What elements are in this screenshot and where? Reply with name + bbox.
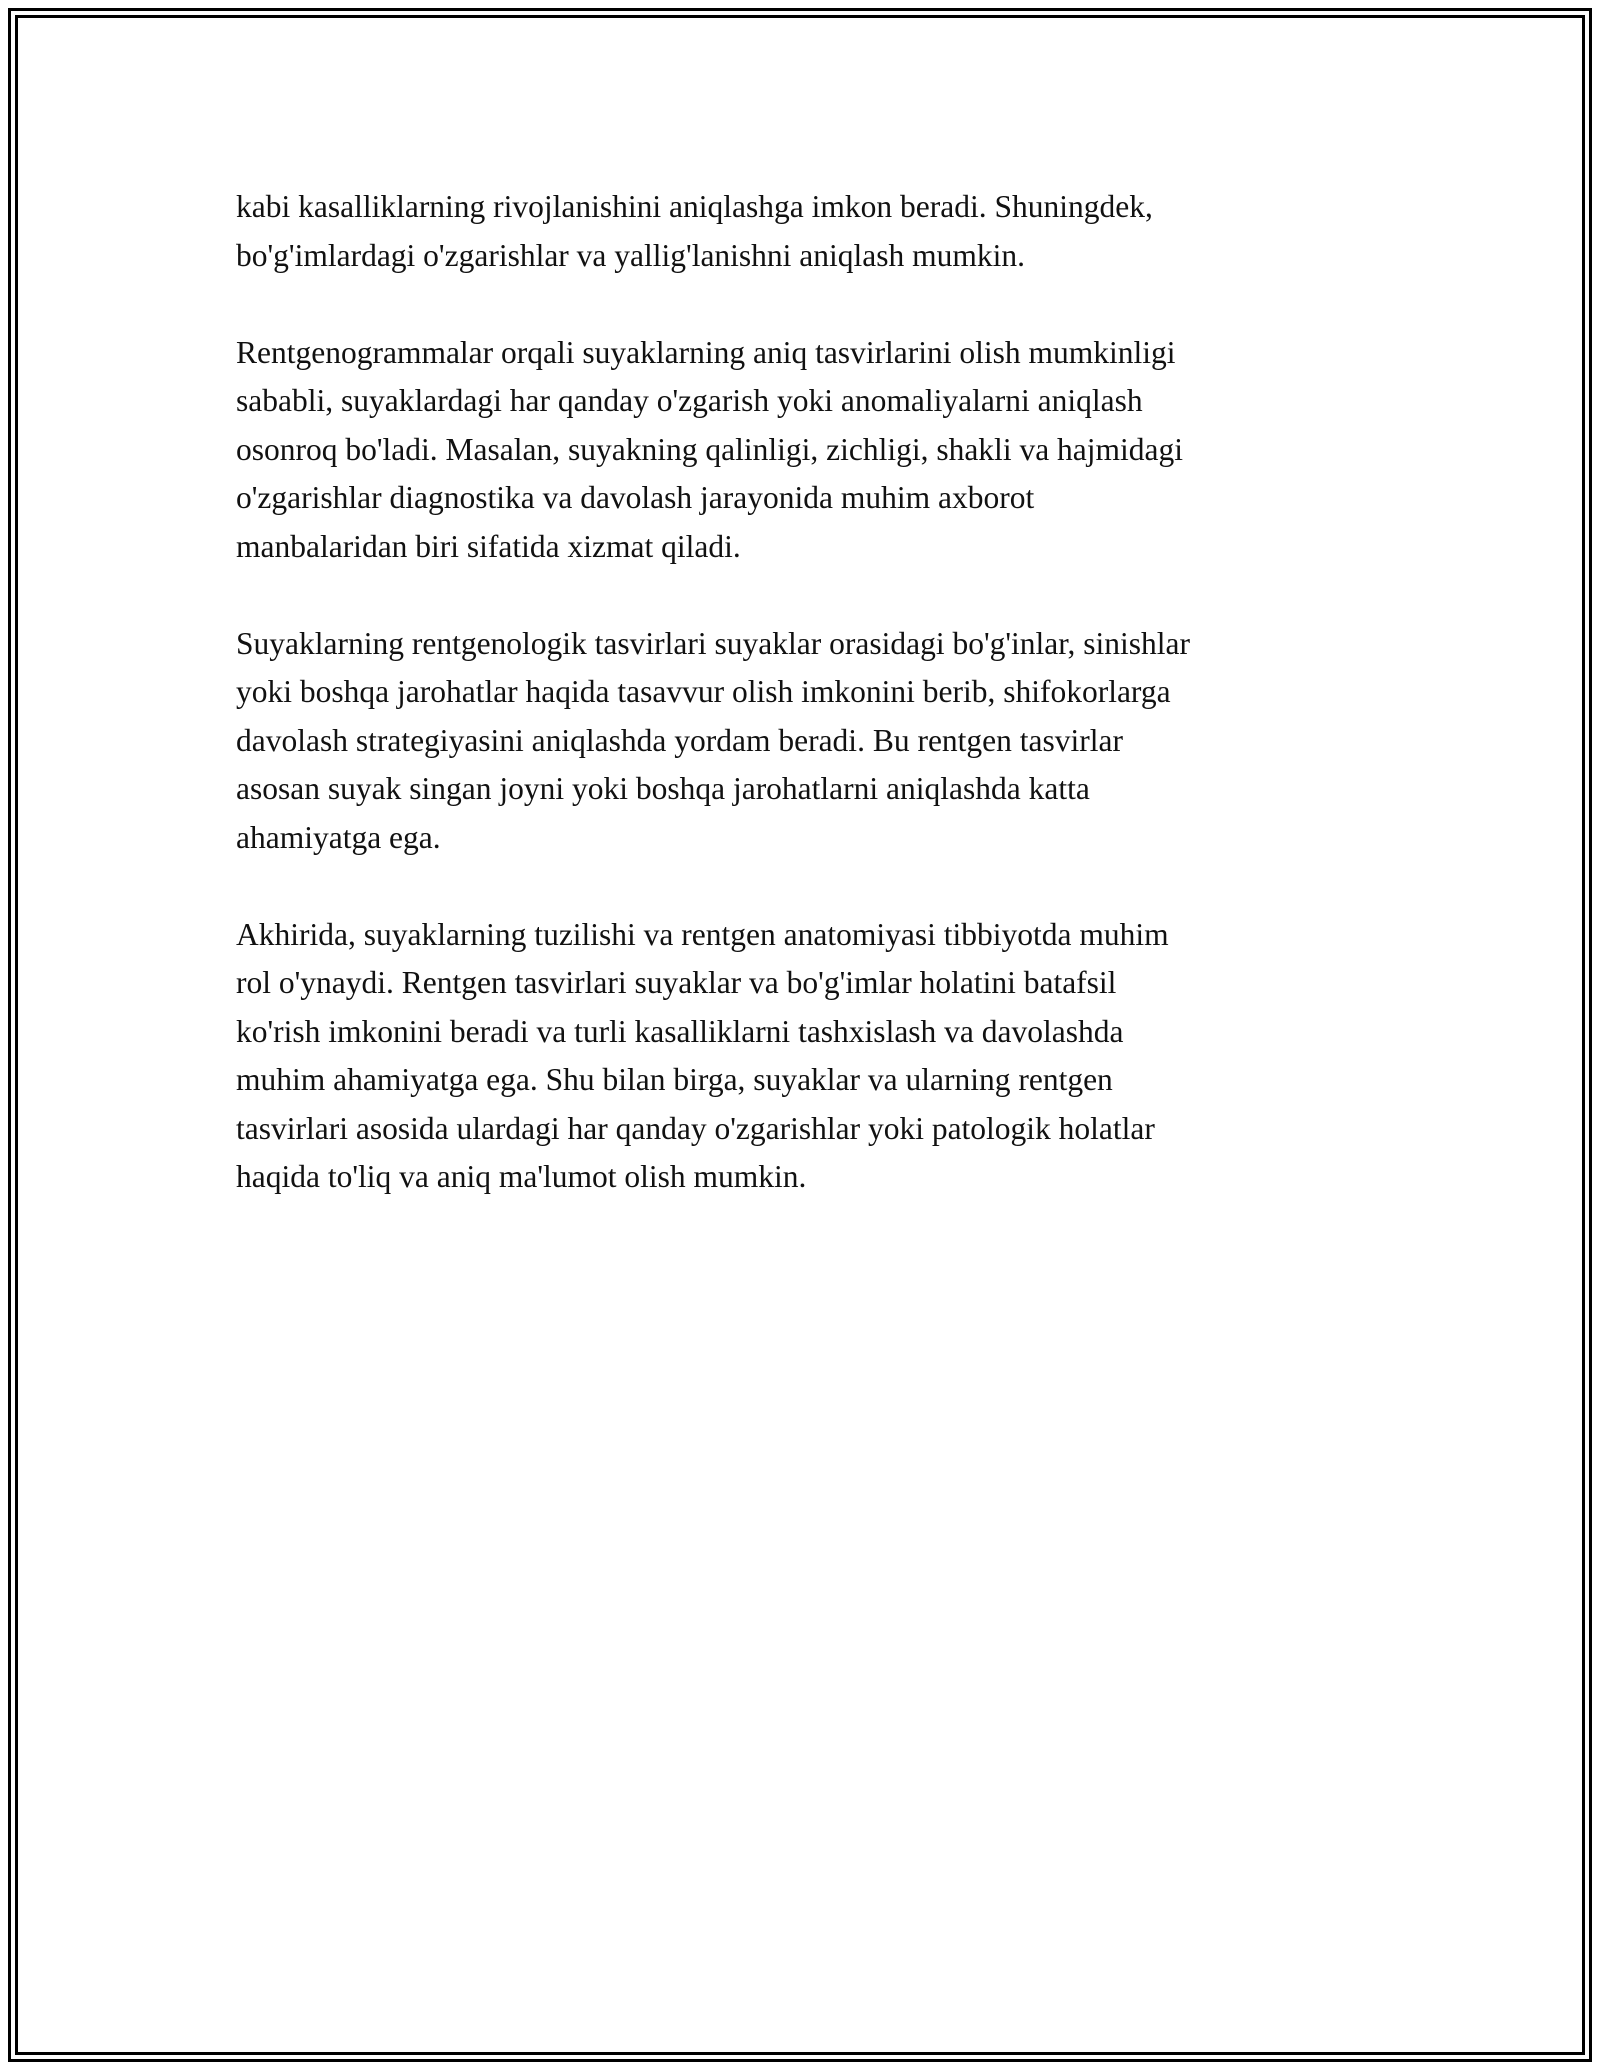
paragraph-1: kabi kasalliklarning rivojlanishini aniqlashga imkon beradi. Shuningdek, bo'g'imlardagi o'zgarishlar va yallig'lanishni aniqlash mumkin. [236,189,1153,273]
paragraph-2: Rentgenogrammalar orqali suyaklarning aniq tasvirlarini olish mumkinligi sababli, suyaklardagi har qanday o'zgarish yoki anomaliyalarni aniqlash osonroq bo'ladi. Masalan, suyakning qalinligi, zichligi, shakli va hajmidagi o'zgarishlar diagnostika va davolash jarayonida muhim axborot manbalaridan biri sifatida xizmat qiladi. [236,334,1184,564]
paragraph-4: Akhirida, suyaklarning tuzilishi va rentgen anatomiyasi tibbiyotda muhim rol o'ynaydi. Rentgen tasvirlari suyaklar va bo'g'imlar holatini batafsil ko'rish imkonini beradi va turli kasalliklarni tashxislash va davolashda muhim ahamiyatga ega. Shu bilan birga, suyaklar va ularning rentgen tasvirlari asosida ulardagi har qanday o'zgarishlar yoki patologik holatlar haqida to'liq va aniq ma'lumot olish mumkin. [236,916,1169,1194]
paragraph-3: Suyaklarning rentgenologik tasvirlari suyaklar orasidagi bo'g'inlar, sinishlar yoki boshqa jarohatlar haqida tasavvur olish imkonini berib, shifokorlarga davolash strategiyasini aniqlashda yordam beradi. Bu rentgen tasvirlar asosan suyak singan joyni yoki boshqa jarohatlarni aniqlashda katta ahamiyatga ega. [236,625,1190,855]
document-body [236,183,1366,1250]
